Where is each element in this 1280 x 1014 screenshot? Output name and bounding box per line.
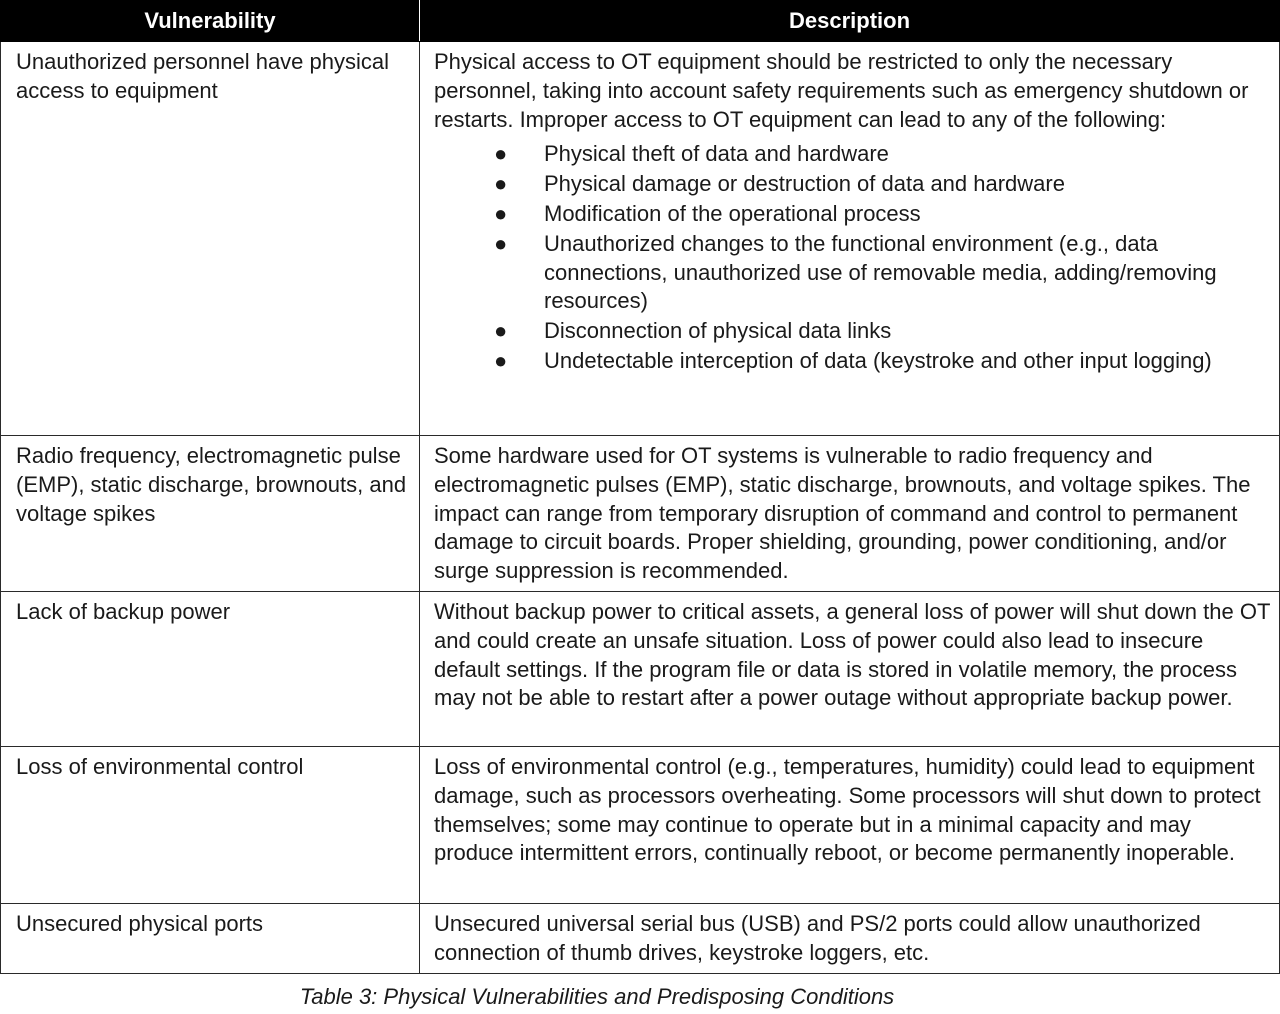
list-item: [494, 200, 1271, 229]
bullet-icon: ●: [494, 318, 508, 344]
vulnerability-cell: Unsecured physical ports: [1, 904, 420, 974]
description-cell: Unsecured universal serial bus (USB) and PS/2 ports could allow unauthorized connection of thumb drives, keystroke loggers, etc.: [420, 904, 1280, 974]
description-cell: Without backup power to critical assets, a general loss of power will shut down the OT and could create an unsafe situation. Loss of power could also lead to insecure default settings. If the program file or data is stored in volatile memory, the process may not be able to restart after a power outage without appropriate backup power.: [420, 592, 1280, 747]
list-item: [494, 140, 1271, 169]
header-description: Description: [420, 1, 1280, 42]
list-item-text: Physical theft of data and hardware: [544, 141, 889, 167]
description-cell: [420, 42, 1280, 436]
bullet-icon: ●: [494, 231, 508, 257]
list-item: [494, 317, 1271, 346]
vulnerability-cell: Loss of environmental control: [1, 747, 420, 904]
vulnerability-cell: Lack of backup power: [1, 592, 420, 747]
header-vulnerability: Vulnerability: [1, 1, 420, 42]
table-header-row: [1, 1, 1280, 42]
bullet-icon: ●: [494, 348, 508, 374]
table-row: [1, 42, 1280, 436]
list-item-text: Physical damage or destruction of data and hardware: [544, 171, 1065, 197]
list-item: [494, 230, 1271, 316]
bullet-icon: ●: [494, 171, 508, 197]
table-row: [1, 592, 1280, 747]
vulnerability-cell: Radio frequency, electromagnetic pulse (EMP), static discharge, brownouts, and voltage spikes: [1, 436, 420, 592]
table-row: [1, 747, 1280, 904]
description-cell: Loss of environmental control (e.g., temperatures, humidity) could lead to equipment damage, such as processors overheating. Some processors will shut down to protect themselves; some may continue to operate but in a minimal capacity and may produce intermittent errors, continually reboot, or become permanently inoperable.: [420, 747, 1280, 904]
list-item-text: Unauthorized changes to the functional environment (e.g., data connections, unauthorized use of removable media, adding/removing resources): [544, 231, 1217, 314]
consequence-list: [434, 140, 1271, 376]
bullet-icon: ●: [494, 141, 508, 167]
bullet-icon: ●: [494, 201, 508, 227]
list-item: [494, 170, 1271, 199]
list-item-text: Disconnection of physical data links: [544, 318, 892, 344]
description-text: Physical access to OT equipment should be restricted to only the necessary personnel, taking into account safety requirements such as emergency shutdown or restarts. Improper access to OT equipment can lead to any of the following:: [434, 49, 1249, 132]
list-item: [494, 347, 1271, 376]
table-row: [1, 904, 1280, 974]
description-cell: Some hardware used for OT systems is vulnerable to radio frequency and electromagnetic pulses (EMP), static discharge, brownouts, and voltage spikes. The impact can range from temporary disruption of command and control to permanent damage to circuit boards. Proper shielding, grounding, power conditioning, and/or surge suppression is recommended.: [420, 436, 1280, 592]
table-row: [1, 436, 1280, 592]
table-caption: Table 3: Physical Vulnerabilities and Predisposing Conditions: [299, 984, 895, 1009]
list-item-text: Undetectable interception of data (keystroke and other input logging): [544, 348, 1212, 374]
vulnerability-cell: Unauthorized personnel have physical access to equipment: [1, 42, 420, 436]
list-item-text: Modification of the operational process: [544, 201, 921, 227]
